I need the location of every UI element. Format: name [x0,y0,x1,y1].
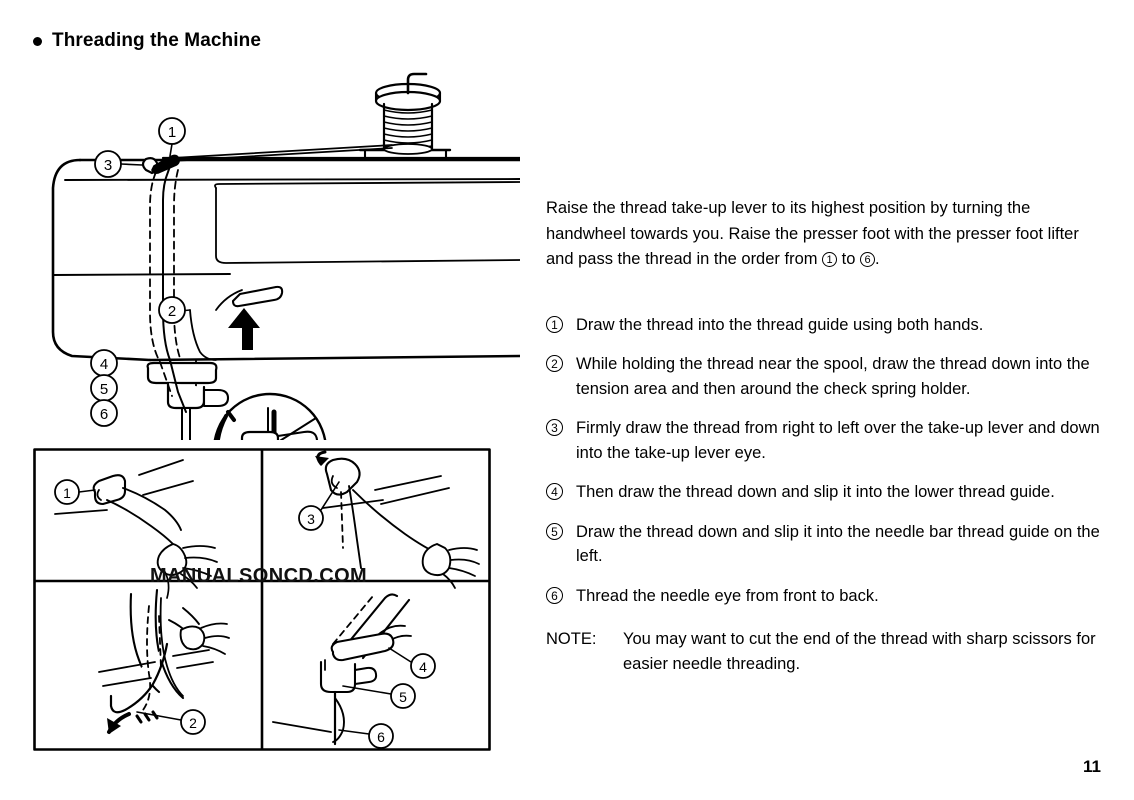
thread-spool-icon [376,74,440,154]
intro-text-after: . [875,250,880,268]
marker-5 [91,375,117,401]
note-label: NOTE: [546,630,597,648]
page-heading [33,30,261,52]
step-marker: 3 [546,419,563,436]
sewing-machine-illustration [20,60,520,440]
intro-text-between: to [837,250,861,268]
step-item [546,416,1108,465]
intro-marker-last: 6 [860,252,875,267]
svg-text:5: 5 [399,689,407,705]
step-text: Then draw the thread down and slip it into the lower thread guide. [576,483,1055,501]
step-marker: 4 [546,483,563,500]
step-text: Draw the thread into the thread guide using both hands. [576,315,984,334]
svg-text:4: 4 [419,659,427,675]
page-title: Threading the Machine [52,30,262,51]
svg-text:3: 3 [103,157,113,174]
machine-threading-diagram [20,60,520,440]
detail-panels-svg [33,448,491,751]
svg-text:4: 4 [99,356,109,373]
svg-text:1: 1 [63,485,71,501]
step-marker: 2 [546,355,563,372]
step-item [546,584,1108,609]
detail-panel-grid [33,448,491,751]
watermark: MANUALSONCD.COM [150,565,368,587]
needle-clamp-screw [204,390,228,406]
step-text: Thread the needle eye from front to back. [576,586,879,605]
step-item [546,520,1108,569]
bullet-dot-icon [33,37,42,46]
page-number: 11 [1083,757,1101,776]
up-arrow-icon [228,308,260,350]
presser-foot-shelf [148,363,217,383]
marker-2 [159,297,185,323]
note-block [546,627,1108,676]
marker-4 [91,350,117,376]
svg-text:1: 1 [167,124,177,141]
step-marker: 5 [546,523,563,540]
note-text: You may want to cut the end of the thread with sharp scissors for easier needle threading. [623,630,1096,673]
intro-paragraph [546,196,1108,273]
intro-text-before: Raise the thread take-up lever to its highest position by turning the handwheel towards you. Raise the presser foot with the presser foot lifter and pass the thread in the order from [546,199,1079,268]
intro-marker-first: 1 [822,252,837,267]
marker-1 [159,118,185,156]
thread-line-spool-to-guide [172,145,392,158]
marker-6 [91,400,117,426]
svg-text:2: 2 [167,303,177,320]
steps-list [546,313,1108,609]
step-item [546,313,1108,338]
step-text: While holding the thread near the spool, draw the thread down into the tension area and then around the check spring holder. [576,355,1090,398]
needle-clamp [168,383,204,408]
svg-text:5: 5 [99,381,109,398]
marker-3 [95,151,142,177]
machine-left-outline [53,160,150,360]
svg-text:2: 2 [189,715,197,731]
step-item [546,480,1108,505]
instructions-column [546,196,1108,676]
step-item [546,352,1108,401]
svg-text:3: 3 [307,511,315,527]
svg-text:6: 6 [99,406,109,423]
svg-text:6: 6 [377,729,385,745]
step-marker: 6 [546,587,563,604]
step-text: Firmly draw the thread from right to left over the take-up lever and down into the take-up lever eye. [576,419,1100,462]
step-text: Draw the thread down and slip it into the needle bar thread guide on the left. [576,522,1100,565]
step-marker: 1 [546,316,563,333]
